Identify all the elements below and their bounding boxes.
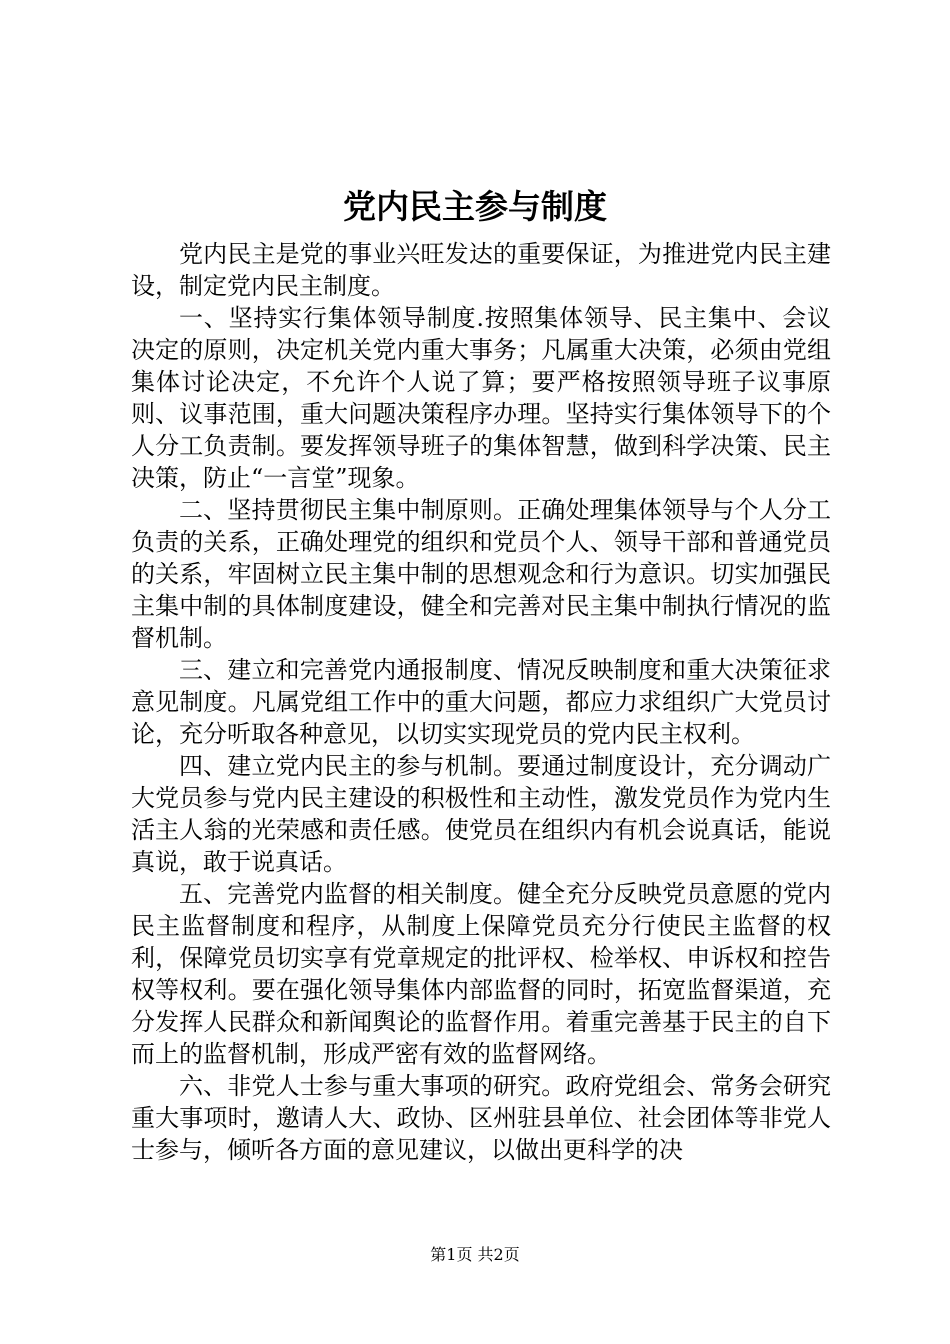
paragraph-section-5: 五、完善党内监督的相关制度。健全充分反映党员意愿的党内民主监督制度和程序，从制度上保障党员充分行使民主监督的权利，保障党员切实享有党章规定的批评权、检举权、申诉权和控告权等权利。要在强化领导集体内部监督的同时，拓宽监督渠道，充分发挥人民群众和新闻舆论的监督作用。着重完善基于民主的自下而上的监督机制，形成严密有效的监督网络。 (131, 880, 831, 1068)
paragraph-section-6: 六、非党人士参与重大事项的研究。政府党组会、常务会研究重大事项时，邀请人大、政协、区州驻县单位、社会团体等非党人士参与，倾听各方面的意见建议，以做出更科学的决 (131, 1072, 831, 1164)
document-body (131, 238, 831, 1166)
document-title: 党内民主参与制度 (343, 187, 607, 226)
paragraph-section-3: 三、建立和完善党内通报制度、情况反映制度和重大决策征求意见制度。凡属党组工作中的重大问题，都应力求组织广大党员讨论，充分听取各种意见，以切实实现党员的党内民主权利。 (131, 656, 831, 748)
paragraph-section-4: 四、建立党内民主的参与机制。要通过制度设计，充分调动广大党员参与党内民主建设的积极性和主动性，激发党员作为党内生活主人翁的光荣感和责任感。使党员在组织内有机会说真话，能说真说，敢于说真话。 (131, 752, 831, 876)
paragraph-intro: 党内民主是党的事业兴旺发达的重要保证，为推进党内民主建设，制定党内民主制度。 (131, 240, 831, 300)
paragraph-section-2: 二、坚持贯彻民主集中制原则。正确处理集体领导与个人分工负责的关系，正确处理党的组织和党员个人、领导干部和普通党员的关系，牢固树立民主集中制的思想观念和行为意识。切实加强民主集中制的具体制度建设，健全和完善对民主集中制执行情况的监督机制。 (131, 496, 831, 652)
paragraph-section-1: 一、坚持实行集体领导制度.按照集体领导、民主集中、会议决定的原则，决定机关党内重大事务；凡属重大决策，必须由党组集体讨论决定，不允许个人说了算；要严格按照领导班子议事原则、议事范围，重大问题决策程序办理。坚持实行集体领导下的个人分工负责制。要发挥领导班子的集体智慧，做到科学决策、民主决策，防止“一言堂”现象。 (131, 304, 831, 492)
page-number-footer: 第1页 共2页 (430, 1245, 520, 1264)
